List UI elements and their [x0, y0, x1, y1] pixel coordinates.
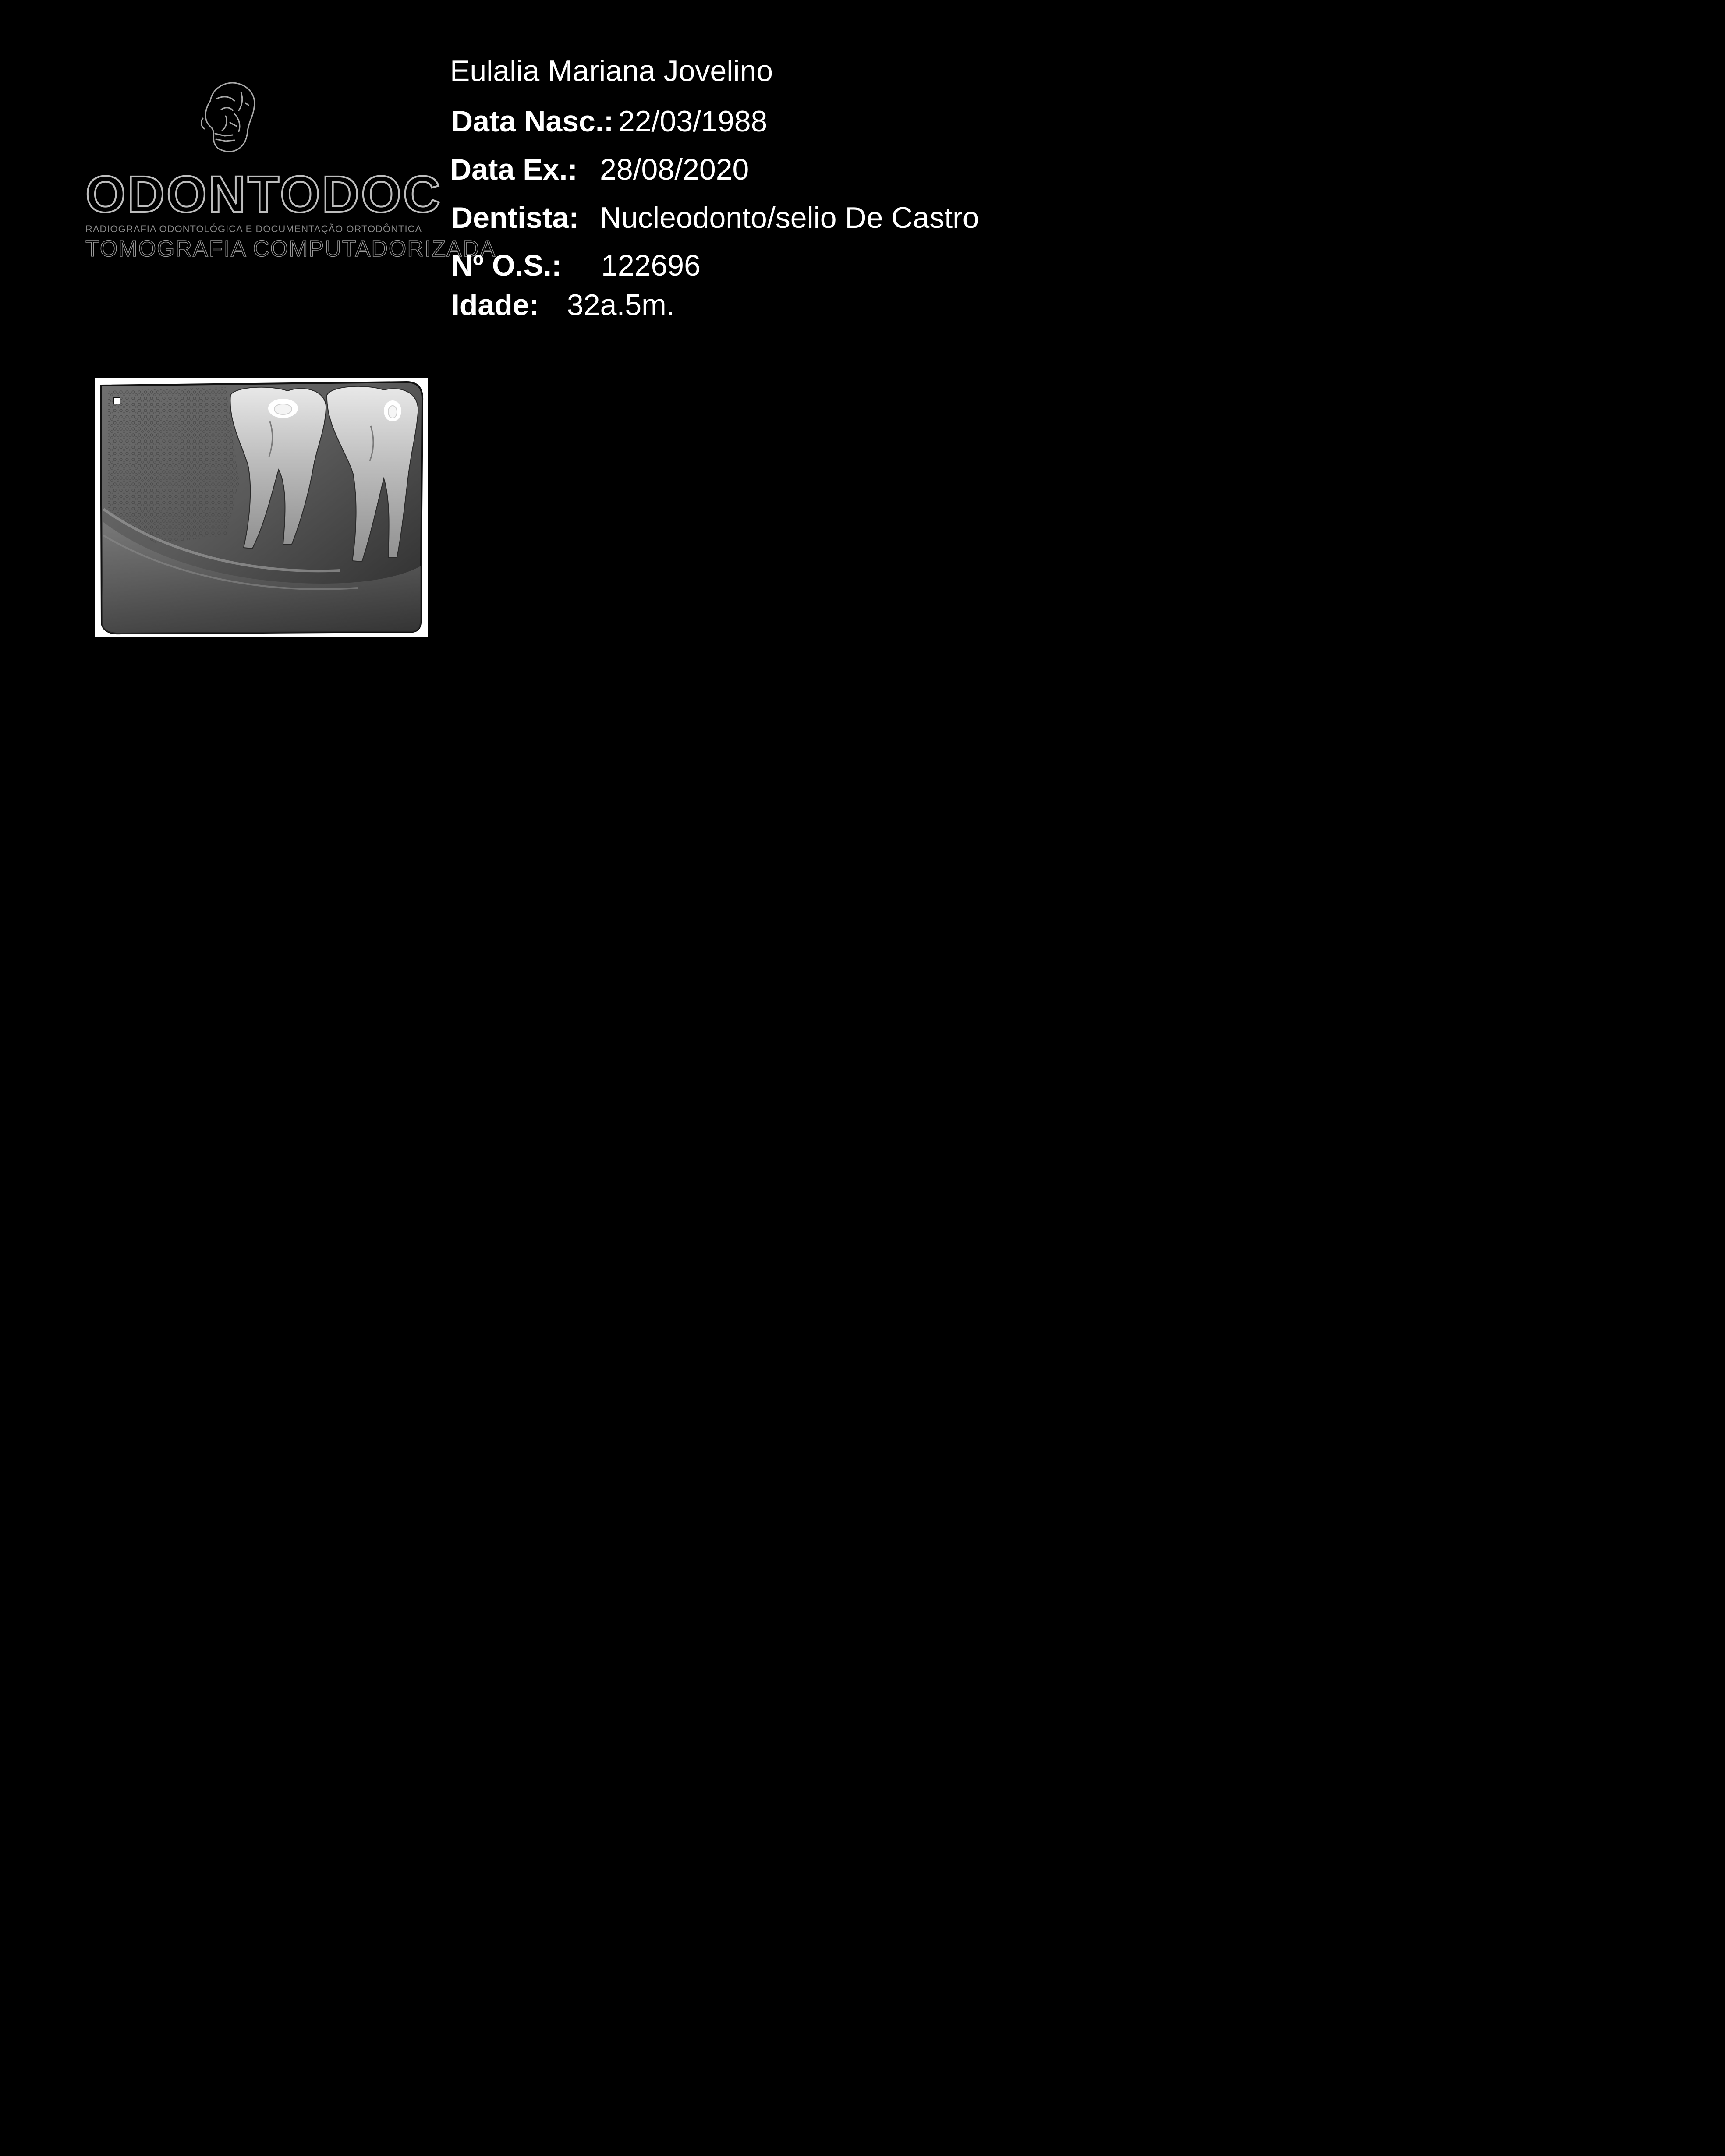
- dental-xray-image: [95, 378, 428, 637]
- exam-date-label: Data Ex.:: [450, 153, 577, 186]
- xray-radiograph: [95, 378, 428, 637]
- birth-date-value: 22/03/1988: [618, 105, 768, 138]
- logo-subtitle: TOMOGRAFIA COMPUTADORIZADA: [85, 236, 496, 262]
- dentist-value: Nucleodonto/selio De Castro: [600, 201, 979, 234]
- dentist-label: Dentista:: [451, 201, 579, 234]
- age-value: 32a.5m.: [567, 288, 675, 322]
- order-number-value: 122696: [601, 249, 701, 282]
- patient-name: Eulalia Mariana Jovelino: [450, 54, 773, 88]
- age-label: Idade:: [451, 288, 539, 322]
- order-number-label: Nº O.S.:: [451, 249, 562, 282]
- birth-date-label: Data Nasc.:: [451, 105, 614, 138]
- logo-tagline: RADIOGRAFIA ODONTOLÓGICA E DOCUMENTAÇÃO ORTODÔNTICA: [85, 223, 422, 234]
- exam-date-value: 28/08/2020: [600, 153, 749, 186]
- logo-wordmark: ODONTODOC: [85, 166, 442, 223]
- clinic-logo: [85, 74, 496, 262]
